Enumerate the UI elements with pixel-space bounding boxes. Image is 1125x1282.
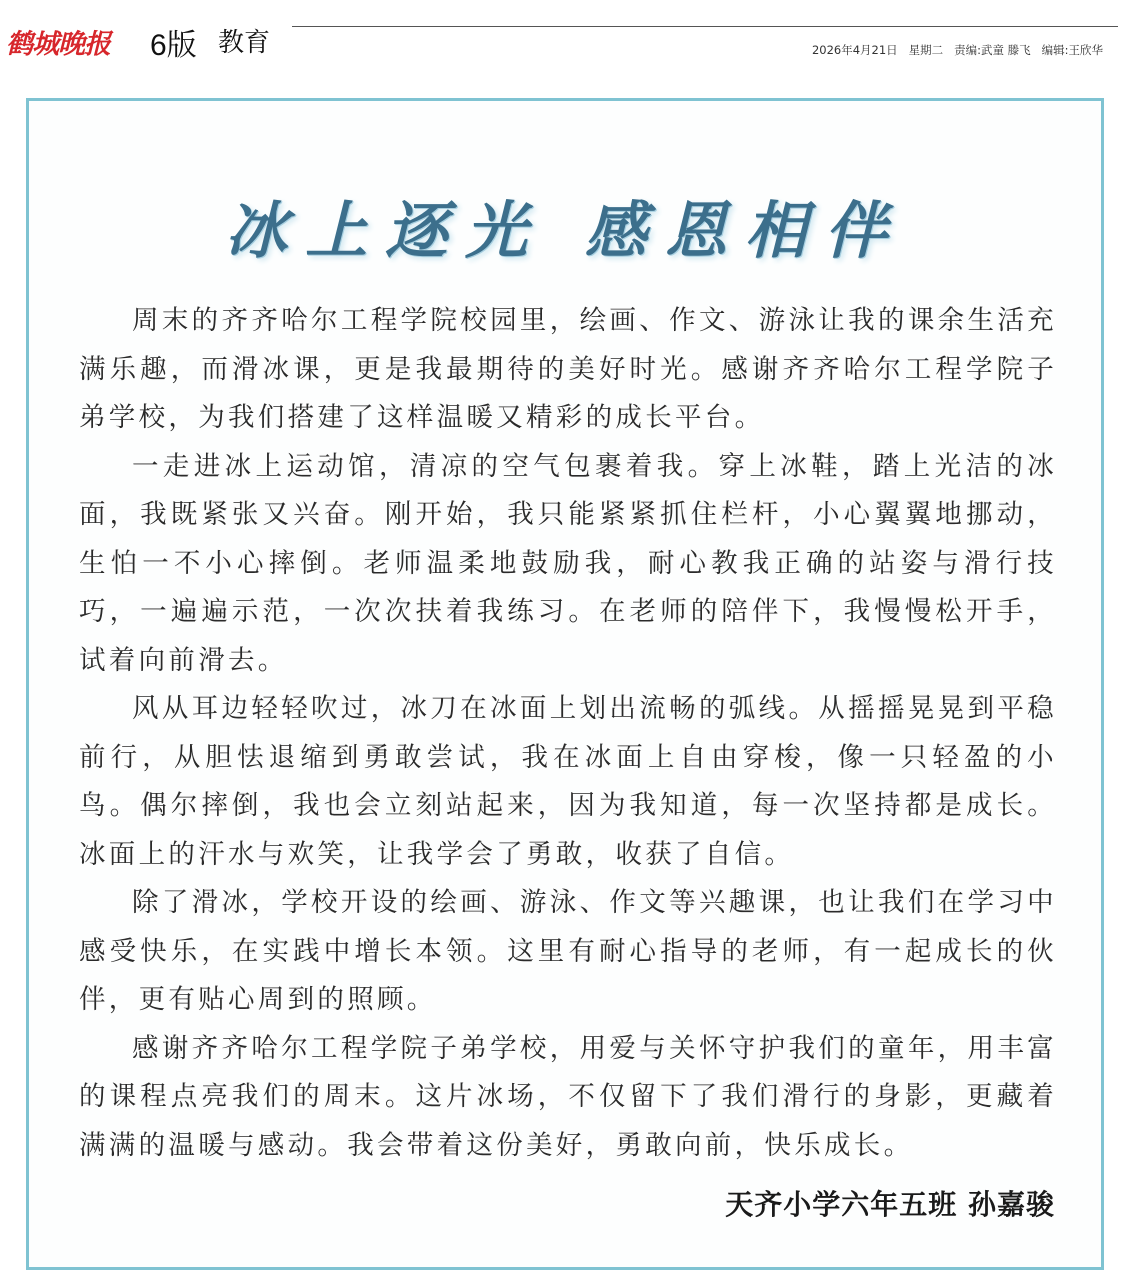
article-paragraph: 除了滑冰，学校开设的绘画、游泳、作文等兴趣课，也让我们在学习中感受快乐，在实践中增长本领。这里有耐心指导的老师，有一起成长的伙伴，更有贴心周到的照顾。 [79, 887, 1057, 1015]
article-paragraph: 周末的齐齐哈尔工程学院校园里，绘画、作文、游泳让我的课余生活充满乐趣，而滑冰课，更是我最期待的美好时光。感谢齐齐哈尔工程学院子弟学校，为我们搭建了这样温暖又精彩的成长平台。 [79, 305, 1057, 433]
issue-weekday: 星期二 [908, 43, 944, 57]
masthead [0, 0, 1125, 80]
article-frame [26, 98, 1104, 1270]
issue-date: 2026年4月21日 [811, 43, 898, 57]
article-paragraph: 风从耳边轻轻吹过，冰刀在冰面上划出流畅的弧线。从摇摇晃晃到平稳前行，从胆怯退缩到勇敢尝试，我在冰面上自由穿梭，像一只轻盈的小鸟。偶尔摔倒，我也会立刻站起来，因为我知道，每一次坚持都是成长。冰面上的汗水与欢笑，让我学会了勇敢，收获了自信。 [79, 693, 1057, 870]
article-paragraph: 一走进冰上运动馆，清凉的空气包裹着我。穿上冰鞋，踏上光洁的冰面，我既紧张又兴奋。刚开始，我只能紧紧抓住栏杆，小心翼翼地挪动，生怕一不小心摔倒。老师温柔地鼓励我，耐心教我正确的站姿与滑行技巧，一遍遍示范，一次次扶着我练习。在老师的陪伴下，我慢慢松开手，试着向前滑去。 [79, 450, 1057, 676]
page-number: 6版 [150, 29, 197, 62]
author-byline: 天齐小学六年五班 孙嘉骏 [725, 1188, 1055, 1221]
header-rule [292, 26, 1118, 27]
newspaper-logo: 鹤城晚报 [6, 29, 110, 60]
editor: 编辑:王欣华 [1041, 43, 1103, 57]
responsible-editor: 责编:武童 滕飞 [954, 43, 1031, 57]
article-title: 冰上逐光 感恩相伴 [225, 194, 905, 267]
article-paragraph: 感谢齐齐哈尔工程学院子弟学校，用爱与关怀守护我们的童年，用丰富的课程点亮我们的周末。这片冰场，不仅留下了我们滑行的身影，更藏着满满的温暖与感动。我会带着这份美好，勇敢向前，快乐成长。 [79, 1032, 1057, 1161]
section-name: 教育 [218, 28, 271, 58]
article-body [79, 297, 1057, 1170]
dateline [812, 42, 1103, 58]
